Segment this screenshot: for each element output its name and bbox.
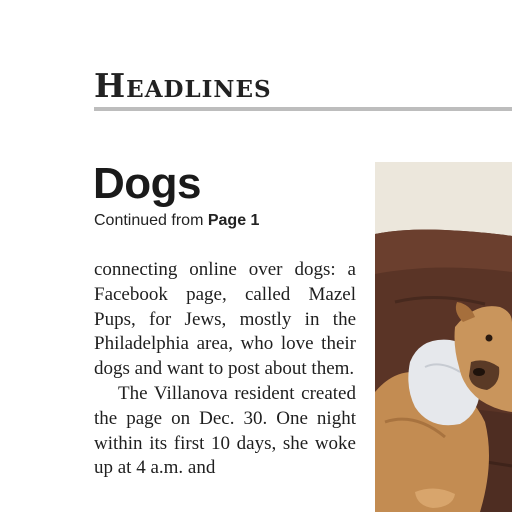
dog-photo xyxy=(375,162,512,512)
section-heading: Headlines xyxy=(94,66,272,105)
story-title: Dogs xyxy=(93,159,201,208)
jump-prefix: Continued from xyxy=(94,212,208,229)
jump-line xyxy=(94,211,259,231)
article-paragraph: connecting online over dogs: a Facebook page, called Mazel Pups, for Jews, mostly in the Philadelphia area, who love their dogs and want to post about them. xyxy=(94,259,356,380)
article-body xyxy=(94,258,356,481)
section-divider xyxy=(94,107,512,111)
jump-page: Page 1 xyxy=(207,212,260,229)
article-paragraph: The Villanova resident created the page on Dec. 30. One night within its first 10 days, she woke up at 4 a.m. and xyxy=(94,382,356,479)
